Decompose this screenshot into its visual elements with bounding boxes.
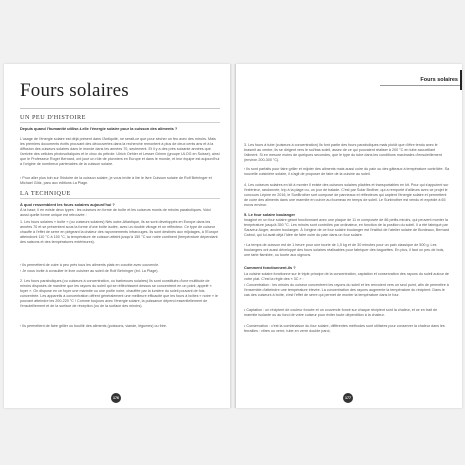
paragraph: Imaginé en un four solaire géant fonctionnant avec une plaque de 11 m composée de 86 petits miroirs, qui peuvent monter la température jusqu'à 350 °C. Les miroirs sont contrôlés par ordinateur, en fonction de la position du soleil. Il a été fabriqué par Sauveur Auger, ancien boulanger. À l'origine de ce four solaire boulanger est l'institut de l'atelier solaire de Bordeaux, Bernard Cabrol, qui lui avait déjà l'idée de faire cuire du pain dans un four solaire. xyxy=(244,218,450,237)
page-number-right: 177 xyxy=(343,393,353,403)
paragraph: › La temps de cuisson est de 1 heure pour une tourte de 1,5 kg et de 30 minutes pour un pain classique de 500 g. Les boulangers ont aussi développé des fours solaires réalisables pour fabriquer des baguettes. En plus, il faut un peu de bois, une tarte flambée, ou tourte aux oignons. xyxy=(244,243,445,257)
paragraph: • Captation : un récipient de couleur foncée et un couvercle foncé sur chaque récipient sont la chaleur, et ce en trait de marmite isolante ou au fond de votre cuiseur pour éviter toute déperdition à la chaleur. xyxy=(244,308,438,317)
paragraph: À la base, il en existe deux types : les cuiseurs en forme de boîte et les cuiseurs munis de miroirs paraboliques. Voici aussi quelle forme unique est retrouvée : xyxy=(20,208,211,217)
paragraph: 3. Les fours à tube (cuiseurs à concentration) Ils font partie des fours paraboliques mais plutôt que d'être tendu avec le brasmit au centre, ils se dirigent vers le sol/bas soleil, assez de ce qui pouvaient réaliser à 200 °C en tube accueillant l'aliment. Si en mesure moins de quelques secondes, que le type du tube dans les conditions maximales d'ensoleillement (environ 200-300 °C). xyxy=(244,143,442,162)
paragraph: La cuisine solaire fonctionne sur le triple principe de la concentration, captation et conservation des rayons du soleil autour de votre plat. C'est la règle des « 3C » : xyxy=(244,272,449,281)
running-header: Fours solaires xyxy=(412,75,462,84)
header-rule xyxy=(380,85,460,86)
subheading: 5. Le four solaire boulanger xyxy=(244,212,296,217)
question-heading: À quoi ressemblent les fours solaires aujourd'hui ? xyxy=(20,202,115,207)
paragraph: • Conservation : c'est la combinaison du four solaire, différentes méthodes sont utilisées pour conserver la chaleur dans les ferrailles : vitres ou verre, tube en verre double paroi, xyxy=(244,324,445,333)
paragraph: › Ils sont parfaits pour faire griller et mijoter des aliments mais aussi cuire du pain ou des gâteaux à température contrôlée. Sa nouvelle cuisinière solaire, il s'agit de proposer de faire de la cuisine au soleil. xyxy=(244,167,450,176)
section-rule xyxy=(20,198,220,199)
title-rule xyxy=(20,108,220,109)
page-number-left: 176 xyxy=(111,393,121,403)
section-rule xyxy=(20,122,220,123)
section-heading-technique: LA TECHNIQUE xyxy=(20,190,71,197)
paragraph: 2. Les fours paraboliques (ou cuiseurs à concentration, ou barbecues solaires) Ils sont constitués d'une multitude de miroirs disposés de manière que les rayons du soleil qui se réfléchissent dessus se concentrent en un point, appelé « foyer ». On dispose en ce foyer une marmite ou une poêle noire, chauffée par la lumière du soleil pouvant de fois concentrée. Les appareils à concentration offrent généralement une meilleure efficacité que les fours à boîtes « notre » le pouvant atteindre les 200-220 °C ! Comme toujours avec l'énergie solaire, la puissance dépend essentiellement de l'ensoleillement et de la surface de réception (ou de la surface des miroirs). xyxy=(20,279,218,308)
paragraph: › Pour aller plus loin sur l'histoire de la cuisson solaire, je vous invite à lire le livre Cuisson solaire de Rolf Behringer et Michael Götz, paru aux éditions La Plage. xyxy=(20,176,212,185)
paragraph: › Ils permettent de faire griller ou bouillir des aliments (poissons, viande, légumes) ou frire. xyxy=(20,324,167,328)
paragraph: › Ils permettent de cuire à peu près tous les aliments plats en cocotte avec couvercle. xyxy=(20,263,160,267)
paragraph: 1. Les fours solaires « boîte » (ou cuiseurs solaires) Nés outre-Atlantique, ils se sont développés en Europe dans les années 70 et se présentent sous la forme d'une boîte isolée, avec un double vitrage et un réflecteur. Ce type de cuiseur chauffe à l'effet de serre en piégeant la chaleur des rayonnements infrarouges. Ils sont destinés aux mijotages, à l'Europe atteindront 110 °C à 150 °C, la température de cuisson atteint jusqu'à 150 °C sur notre continent (température dépendant des saisons et des températures extérieures). xyxy=(20,220,219,244)
paragraph: › Je vous invite à consulter le livre cuisiner au soleil de Rolf Behringer (éd. La Plage). xyxy=(20,269,159,273)
question-heading: Depuis quand l'humanité utilise-t-elle l'énergie solaire pour la cuisson des aliments ? xyxy=(20,126,178,131)
paragraph: L'usage de l'énergie solaire est déjà présent dans l'Antiquité, ne serait-ce que pour sécher un feu avec des miroirs. Mais les premiers documents écrits prouvant des découvertes dans la recherche remontent à plus de deux cents ans et à la diffusion des cuiseurs solaires dans le monde dans les années 70, seulement. Et il y a des près soixante années que l'arrivée des cellules photovoltaïques et le choc du pétrole. Ulrich Oehler et Lesser Grimm (groupe ULOG en Suisse), ainsi que le Professeur Roger Bernard, ont joué un rôle de pionniers en Europe et dans le monde, et leur équipe est aujourd'hui à l'origine de nombreux partenaires de la cuisson solaire. xyxy=(20,137,220,166)
paragraph: 4. Les cuiseurs solaires en kit à monter Il existe des cuiseurs solaires pliables et transportables en kit. Pour qui s'appuient sur l'extérieur, randonnée, trip à la plage ou, un jour de balade. C'est par Solar Brother, qui a remporté d'ailleurs avec ce projet le concours Lépine en 2016, le SunBrother sort composé de panneaux et réflecteurs qui captent l'énergie solaire et permettent de cuire des aliments dans une marmite en cuivre au fourneau en temps de soleil. Le Sunbrother est vendu et expédié à 65 euros environ. xyxy=(244,183,449,207)
question-heading: Comment fonctionnent-ils ? xyxy=(244,265,296,270)
chapter-title: Fours solaires xyxy=(20,80,129,101)
thumb-tab xyxy=(460,70,462,90)
section-heading-histoire: UN PEU D'HISTOIRE xyxy=(20,114,86,121)
paragraph: • Concentration : les miroirs du cuiseur concentrent les rayons du soleil et les renvoient vers un seul point, afin de permettre à l'ensemble d'atteindre une température élevée. La concentration des rayons augmente la température du récipient. Dans le cas des cuiseurs à boîte, c'est l'effet de serre qui permet de monter la température dans le four. xyxy=(244,283,449,297)
